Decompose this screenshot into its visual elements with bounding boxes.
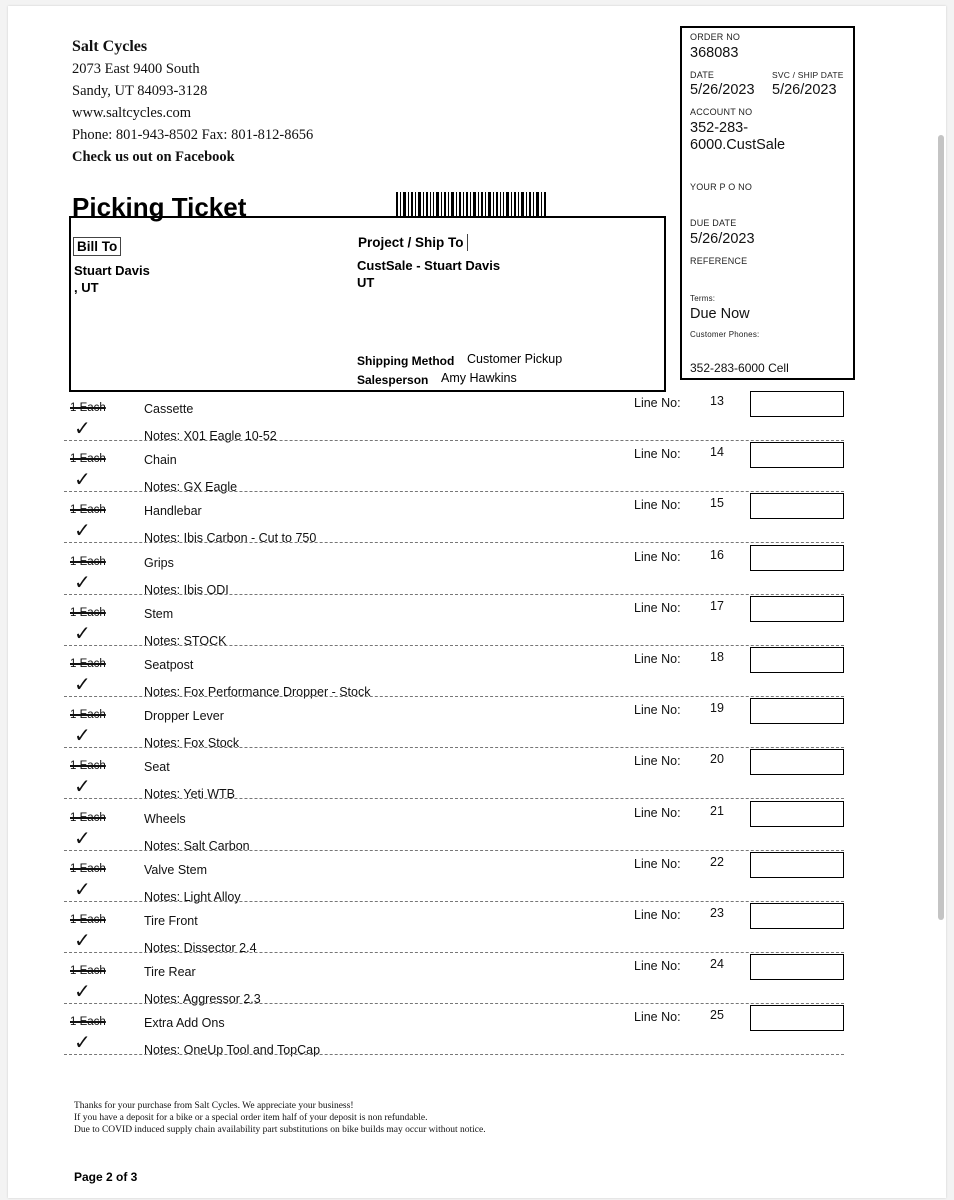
account-no-line1: 352-283- (690, 120, 749, 136)
company-address-line1: 2073 East 9400 South (72, 61, 200, 77)
line-no-label: Line No: (634, 600, 681, 615)
line-no-label: Line No: (634, 703, 681, 718)
line-no-value: 25 (710, 1008, 724, 1023)
company-website: www.saltcycles.com (72, 105, 192, 121)
terms-label: Terms: (690, 294, 716, 303)
item-name: Grips (144, 555, 174, 570)
line-no-label: Line No: (634, 907, 681, 922)
item-quantity: 1 Each (70, 453, 106, 466)
company-phone: Phone: 801-943-8502 Fax: 801-812-8656 (72, 127, 314, 143)
item-notes: Notes: Ibis Carbon - Cut to 750 (144, 531, 317, 546)
list-item (64, 951, 854, 1007)
line-no-value: 15 (710, 496, 724, 511)
date-label: DATE (690, 70, 715, 80)
check-mark-icon: ✓ (74, 725, 91, 748)
page-number: Page 2 of 3 (74, 1170, 138, 1184)
check-mark-icon: ✓ (74, 469, 91, 492)
line-no-label: Line No: (634, 396, 681, 410)
line-no-value: 13 (710, 394, 724, 408)
pick-checkbox[interactable] (750, 596, 844, 622)
shipping-method-label: Shipping Method (357, 354, 455, 368)
item-name: Seat (144, 760, 170, 775)
footer-line-1: Thanks for your purchase from Salt Cycles. We appreciate your business! (74, 1101, 354, 1111)
item-notes: Notes: Yeti WTB (144, 787, 236, 802)
check-mark-icon: ✓ (74, 673, 91, 696)
ship-date-label: SVC / SHIP DATE (772, 70, 844, 80)
footer-line-3: Due to COVID induced supply chain availability part substitutions on bike builds may occur without notice. (74, 1125, 486, 1135)
line-no-value: 14 (710, 445, 724, 460)
item-notes: Notes: GX Eagle (144, 480, 238, 495)
account-no-label: ACCOUNT NO (690, 107, 753, 117)
line-no-label: Line No: (634, 959, 681, 974)
check-mark-icon: ✓ (74, 929, 91, 952)
item-name: Tire Front (144, 913, 198, 928)
check-mark-icon: ✓ (74, 571, 91, 594)
item-name: Dropper Lever (144, 709, 224, 724)
company-name: Salt Cycles (72, 38, 148, 55)
line-no-label: Line No: (634, 498, 681, 513)
pick-checkbox[interactable] (750, 954, 844, 980)
bill-to-label: Bill To (73, 237, 121, 256)
line-items-list (64, 388, 854, 1058)
item-quantity: 1 Each (70, 555, 106, 568)
item-quantity: 1 Each (70, 1016, 106, 1029)
line-no-value: 22 (710, 854, 724, 869)
pick-checkbox[interactable] (750, 391, 844, 417)
check-mark-icon: ✓ (74, 1032, 91, 1055)
document-page (8, 6, 946, 1198)
order-no-value: 368083 (690, 45, 739, 61)
item-name: Wheels (144, 811, 186, 826)
item-quantity: 1 Each (70, 657, 106, 670)
item-quantity: 1 Each (70, 965, 106, 978)
bill-to-location: , UT (74, 280, 99, 295)
po-label: YOUR P O NO (690, 182, 753, 192)
line-no-label: Line No: (634, 549, 681, 564)
line-no-value: 20 (710, 752, 724, 767)
ship-to-label: Project / Ship To (355, 234, 468, 251)
ship-to-location: UT (357, 275, 375, 290)
barcode-icon (396, 192, 548, 218)
item-notes: Notes: Dissector 2.4 (144, 940, 257, 955)
item-name: Stem (144, 606, 174, 621)
list-item (64, 695, 854, 751)
list-item (64, 1002, 854, 1058)
item-notes: Notes: X01 Eagle 10-52 (144, 429, 277, 443)
item-notes: Notes: Light Alloy (144, 889, 241, 904)
item-notes: Notes: Aggressor 2.3 (144, 992, 261, 1007)
line-no-value: 21 (710, 803, 724, 818)
check-mark-icon: ✓ (74, 878, 91, 901)
customer-phone-value: 352-283-6000 Cell (690, 361, 789, 375)
item-name: Valve Stem (144, 862, 207, 877)
item-notes: Notes: Ibis ODI (144, 582, 229, 597)
reference-label: REFERENCE (690, 256, 748, 266)
order-no-label: ORDER NO (690, 32, 741, 42)
check-mark-icon: ✓ (74, 520, 91, 543)
line-no-value: 18 (710, 649, 724, 664)
item-quantity: 1 Each (70, 709, 106, 722)
footer-line-2: If you have a deposit for a bike or a special order item half of your deposit is non refundable. (74, 1113, 428, 1123)
list-item (64, 798, 854, 853)
terms-value: Due Now (690, 306, 750, 322)
item-name: Seatpost (144, 657, 194, 672)
order-info-box (680, 26, 855, 380)
line-no-value: 24 (710, 957, 724, 972)
pick-checkbox[interactable] (750, 442, 844, 468)
item-name: Tire Rear (144, 965, 196, 980)
check-mark-icon: ✓ (74, 418, 91, 440)
item-quantity: 1 Each (70, 913, 106, 926)
line-no-label: Line No: (634, 805, 681, 820)
footer-notes (74, 1100, 486, 1136)
item-quantity: 1 Each (70, 606, 106, 619)
company-facebook: Check us out on Facebook (72, 149, 235, 165)
list-item (64, 900, 854, 955)
line-no-value: 19 (710, 701, 724, 716)
company-header (72, 36, 313, 168)
item-quantity: 1 Each (70, 504, 106, 517)
line-no-value: 17 (710, 598, 724, 613)
line-no-label: Line No: (634, 754, 681, 769)
due-date-value: 5/26/2023 (690, 231, 755, 247)
account-no-line2: 6000.CustSale (690, 137, 786, 153)
pick-checkbox[interactable] (750, 852, 844, 878)
check-mark-icon: ✓ (74, 622, 91, 645)
page-title: Picking Ticket (72, 192, 247, 222)
item-notes: Notes: OneUp Tool and TopCap (144, 1043, 321, 1058)
item-name: Chain (144, 453, 177, 468)
line-no-label: Line No: (634, 1010, 681, 1025)
list-item (64, 490, 854, 546)
item-notes: Notes: Salt Carbon (144, 838, 250, 853)
pick-checkbox[interactable] (750, 493, 844, 519)
bill-to-name: Stuart Davis (74, 263, 150, 278)
check-mark-icon: ✓ (74, 827, 91, 850)
scrollbar[interactable] (938, 135, 944, 920)
pick-checkbox[interactable] (750, 545, 844, 571)
item-quantity: 1 Each (70, 811, 106, 824)
item-name: Handlebar (144, 504, 202, 519)
line-no-value: 16 (710, 547, 724, 562)
list-item (64, 746, 854, 802)
salesperson-label: Salesperson (357, 373, 429, 387)
item-name: Extra Add Ons (144, 1016, 225, 1031)
due-date-label: DUE DATE (690, 218, 737, 228)
pick-checkbox[interactable] (750, 749, 844, 775)
row-divider (64, 1054, 844, 1055)
check-mark-icon: ✓ (74, 776, 91, 799)
line-no-label: Line No: (634, 856, 681, 871)
item-notes: Notes: STOCK (144, 633, 227, 648)
line-no-label: Line No: (634, 651, 681, 666)
customer-phones-label: Customer Phones: (690, 330, 760, 339)
pick-checkbox[interactable] (750, 1005, 844, 1031)
list-item (64, 644, 854, 699)
salesperson-value: Amy Hawkins (441, 371, 517, 385)
item-quantity: 1 Each (70, 862, 106, 875)
check-mark-icon: ✓ (74, 981, 91, 1004)
item-quantity: 1 Each (70, 760, 106, 773)
line-no-value: 23 (710, 905, 724, 920)
list-item (64, 849, 854, 904)
bill-ship-box (69, 216, 666, 392)
line-no-label: Line No: (634, 447, 681, 462)
item-notes: Notes: Fox Performance Dropper - Stock (144, 684, 371, 699)
item-name: Cassette (144, 402, 194, 416)
pick-checkbox[interactable] (750, 903, 844, 929)
date-value: 5/26/2023 (690, 82, 755, 98)
item-quantity: 1 Each (70, 402, 106, 414)
list-item (64, 388, 854, 443)
company-address-line2: Sandy, UT 84093-3128 (72, 83, 208, 99)
ship-to-name: CustSale - Stuart Davis (357, 258, 501, 273)
pick-checkbox[interactable] (750, 647, 844, 673)
pick-checkbox[interactable] (750, 801, 844, 827)
item-notes: Notes: Fox Stock (144, 736, 240, 751)
list-item (64, 439, 854, 495)
ship-date-value: 5/26/2023 (772, 82, 837, 98)
pick-checkbox[interactable] (750, 698, 844, 724)
list-item (64, 542, 854, 597)
list-item (64, 593, 854, 648)
shipping-method-value: Customer Pickup (467, 352, 563, 366)
